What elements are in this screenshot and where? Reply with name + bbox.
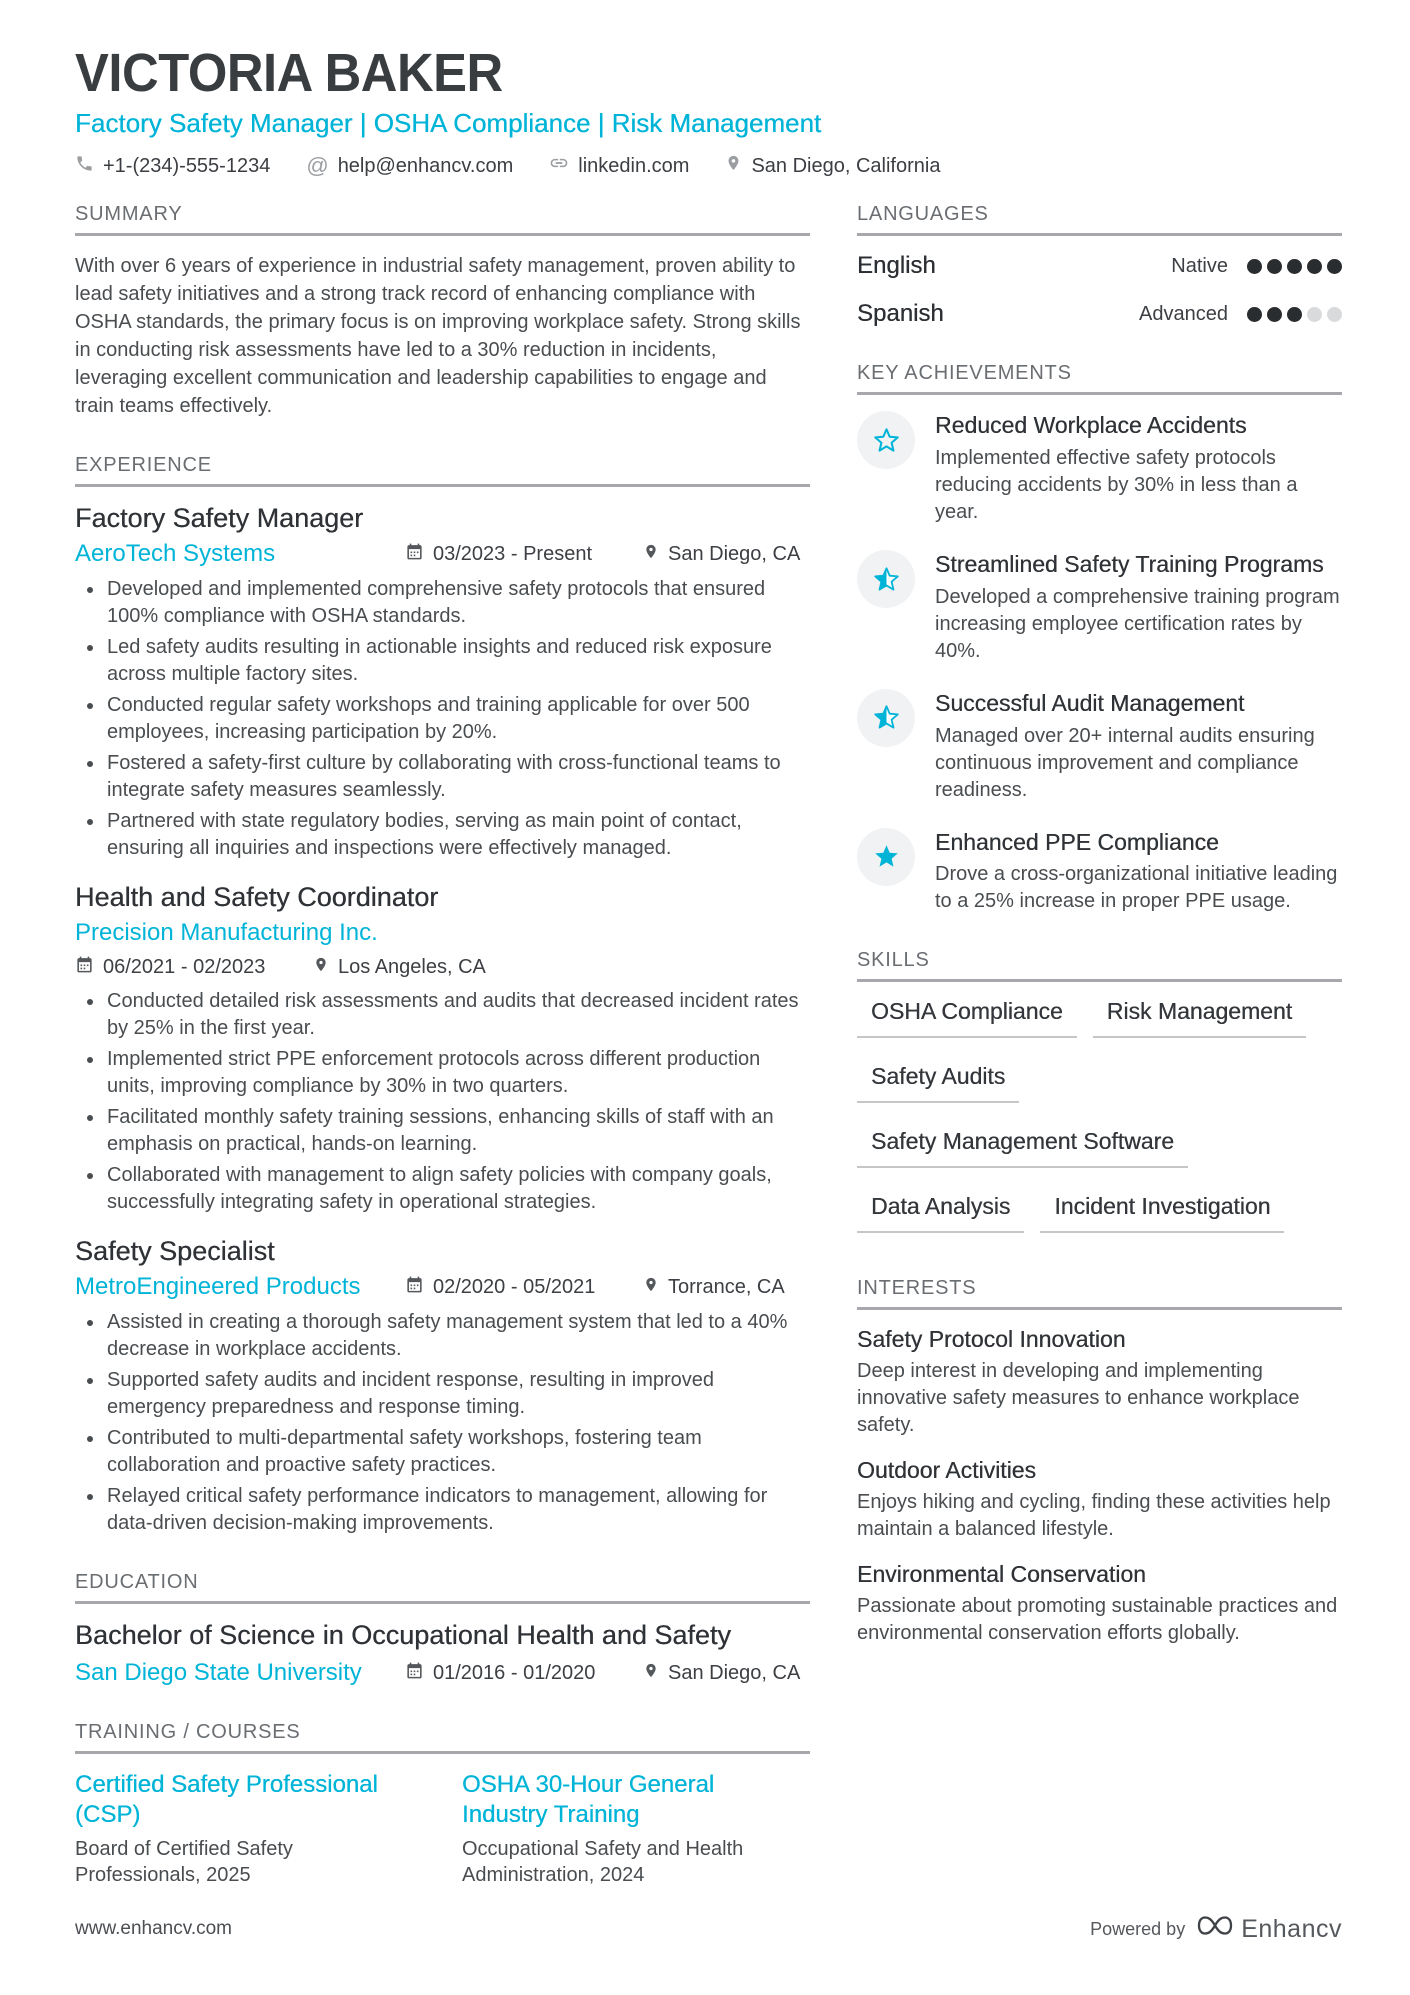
bullet-item: • Conducted detailed risk assessments and audits that decreased incident rates by 25% in the first year.: [105, 988, 810, 1042]
course-entry: [75, 1770, 422, 1888]
enhancv-brand[interactable]: [1197, 1913, 1342, 1945]
course-entry: [462, 1770, 774, 1888]
achievement-title: Successful Audit Management: [935, 689, 1245, 716]
bullet-item: • Developed and implemented comprehensive safety protocols that ensured 100% compliance with OSHA standards.: [105, 576, 810, 630]
interest-item: [857, 1457, 1342, 1543]
achievements-section: [857, 362, 1342, 915]
contact-row: [75, 153, 1342, 179]
education-section: [75, 1571, 810, 1687]
achievement-item: [857, 550, 1342, 665]
location-pin-icon: [643, 1275, 659, 1300]
skills-section: [857, 949, 1342, 1233]
job-bullet-list: [75, 576, 810, 862]
location-pin-icon: [643, 542, 659, 567]
skill-item: Safety Audits: [857, 1063, 1019, 1103]
job-entry: [75, 503, 810, 862]
job-location: Los Angeles, CA: [313, 955, 486, 980]
left-column: [75, 203, 810, 1922]
achievement-title: Reduced Workplace Accidents: [935, 412, 1247, 439]
job-entry: [75, 882, 810, 1216]
interest-item: [857, 1561, 1342, 1647]
language-row: [857, 300, 1342, 328]
bullet-item: • Supported safety audits and incident response, resulting in improved emergency preparedness and response timing.: [105, 1367, 810, 1421]
education-meta-row: [75, 1659, 810, 1687]
at-icon: @: [306, 153, 329, 179]
summary-text: With over 6 years of experience in industrial safety management, proven ability to lead safety initiatives and a strong track record of enhancing compliance with OSHA standards, the primary focus is on improving workplace safety. Strong skills in conducting risk assessments have led to a 30% reduction in incidents, leveraging excellent communication and leadership capabilities to engage and train teams effectively.: [75, 255, 801, 418]
enhancv-logo-icon: [1197, 1913, 1233, 1945]
email-address[interactable]: help@enhancv.com: [337, 154, 514, 177]
education-location: San Diego, CA: [643, 1661, 800, 1686]
skill-item: Incident Investigation: [1040, 1193, 1284, 1233]
job-meta-row: [75, 1273, 810, 1301]
right-column: [857, 203, 1342, 1922]
bullet-item: • Contributed to multi-departmental safety workshops, fostering team collaboration and proactive safety practices.: [105, 1425, 810, 1479]
powered-by-label: Powered by: [1090, 1918, 1186, 1939]
bullet-item: • Facilitated monthly safety training sessions, enhancing skills of staff with an emphasis on practical, hands-on learning.: [105, 1104, 810, 1158]
job-meta-row: [75, 540, 810, 568]
skill-item: Risk Management: [1093, 998, 1306, 1038]
phone-icon: [75, 154, 94, 179]
experience-section: [75, 454, 810, 1537]
phone-contact: [75, 154, 270, 179]
job-dates: 06/2021 - 02/2023: [75, 955, 313, 980]
summary-heading: SUMMARY: [75, 203, 810, 236]
job-bullet-list: [75, 1309, 810, 1537]
education-heading: EDUCATION: [75, 1571, 810, 1604]
star-outline-icon: [857, 411, 915, 469]
linkedin-url[interactable]: linkedin.com: [578, 154, 690, 177]
job-title: Factory Safety Manager: [75, 503, 364, 534]
email-contact[interactable]: [306, 155, 513, 178]
proficiency-dots: [1242, 259, 1342, 274]
job-title: Safety Specialist: [75, 1236, 275, 1267]
calendar-icon: [75, 955, 94, 980]
proficiency-dots: [1242, 307, 1342, 322]
skill-item: Data Analysis: [857, 1193, 1024, 1233]
achievement-title: Enhanced PPE Compliance: [935, 828, 1219, 855]
skill-item: OSHA Compliance: [857, 998, 1077, 1038]
company-name: AeroTech Systems: [75, 540, 276, 568]
bullet-item: • Assisted in creating a thorough safety management system that led to a 40% decrease in workplace accidents.: [105, 1309, 810, 1363]
language-row: [857, 252, 1342, 280]
candidate-headline: Factory Safety Manager | OSHA Compliance | Risk Management: [75, 108, 822, 139]
candidate-name: VICTORIA BAKER: [75, 43, 503, 103]
course-title: OSHA 30-Hour General Industry Training: [462, 1771, 715, 1829]
star-half-icon: [857, 550, 915, 608]
job-bullet-list: [75, 988, 810, 1216]
summary-section: [75, 203, 810, 420]
job-entry: [75, 1236, 810, 1537]
location-pin-icon: [643, 1661, 659, 1686]
location-text: San Diego, California: [751, 154, 941, 177]
achievement-text: Developed a comprehensive training program increasing employee certification rates by 40%.: [935, 585, 1340, 662]
page-footer: [75, 1913, 1342, 1945]
education-dates: 01/2016 - 01/2020: [405, 1661, 643, 1686]
resume-header: [75, 44, 1342, 179]
bullet-item: • Collaborated with management to align safety policies with company goals, successfully integrating safety in operational strategies.: [105, 1162, 810, 1216]
website-link[interactable]: www.enhancv.com: [75, 1918, 232, 1939]
linkedin-contact[interactable]: [549, 153, 689, 179]
interests-heading: INTERESTS: [857, 1277, 1342, 1310]
job-location: Torrance, CA: [643, 1275, 785, 1300]
experience-heading: EXPERIENCE: [75, 454, 810, 487]
link-icon: [549, 153, 569, 179]
job-meta-row: [75, 955, 810, 980]
job-title: Health and Safety Coordinator: [75, 882, 439, 913]
interest-title: Environmental Conservation: [857, 1561, 1146, 1588]
calendar-icon: [405, 1275, 424, 1300]
achievements-heading: KEY ACHIEVEMENTS: [857, 362, 1342, 395]
course-org: Occupational Safety and Health Administration, 2024: [462, 1838, 744, 1887]
interest-title: Safety Protocol Innovation: [857, 1326, 1126, 1353]
location-pin-icon: [313, 955, 329, 980]
training-heading: TRAINING / COURSES: [75, 1721, 810, 1754]
languages-heading: LANGUAGES: [857, 203, 1342, 236]
bullet-item: • Implemented strict PPE enforcement protocols across different production units, improving compliance by 30% in two quarters.: [105, 1046, 810, 1100]
calendar-icon: [405, 542, 424, 567]
achievement-text: Implemented effective safety protocols reducing accidents by 30% in less than a year.: [935, 447, 1298, 524]
achievement-text: Drove a cross-organizational initiative leading to a 25% increase in proper PPE usage.: [935, 863, 1338, 913]
achievement-item: [857, 689, 1342, 804]
interest-item: [857, 1326, 1342, 1439]
interests-section: [857, 1277, 1342, 1647]
skills-heading: SKILLS: [857, 949, 1342, 982]
bullet-item: • Relayed critical safety performance indicators to management, allowing for data-driven decision-making improvements.: [105, 1483, 810, 1537]
skill-item: Safety Management Software: [857, 1128, 1188, 1168]
interest-title: Outdoor Activities: [857, 1457, 1036, 1484]
languages-section: [857, 203, 1342, 328]
language-name: Spanish: [857, 300, 944, 328]
powered-by: [1090, 1913, 1342, 1945]
language-name: English: [857, 252, 936, 280]
interest-text: Deep interest in developing and implementing innovative safety measures to enhance workplace safety.: [857, 1360, 1300, 1437]
job-location: San Diego, CA: [643, 542, 800, 567]
achievement-item: [857, 828, 1342, 916]
course-org: Board of Certified Safety Professionals, 2025: [75, 1838, 293, 1887]
calendar-icon: [405, 1661, 424, 1686]
bullet-item: • Fostered a safety-first culture by collaborating with cross-functional teams to integrate safety measures seamlessly.: [105, 750, 810, 804]
company-name: MetroEngineered Products: [75, 1273, 361, 1301]
language-level: Advanced: [1139, 302, 1228, 325]
bullet-item: • Led safety audits resulting in actionable insights and reduced risk exposure across multiple factory sites.: [105, 634, 810, 688]
location-contact: [725, 153, 940, 179]
language-level: Native: [1171, 254, 1228, 277]
achievement-text: Managed over 20+ internal audits ensuring continuous improvement and compliance readiness.: [935, 724, 1315, 801]
job-dates: 03/2023 - Present: [405, 542, 643, 567]
phone-number: +1-(234)-555-1234: [103, 154, 271, 177]
interest-text: Passionate about promoting sustainable practices and environmental conservation efforts globally.: [857, 1595, 1338, 1645]
company-name: Precision Manufacturing Inc.: [75, 919, 378, 947]
training-section: [75, 1721, 810, 1888]
achievement-title: Streamlined Safety Training Programs: [935, 551, 1324, 578]
degree-title: Bachelor of Science in Occupational Health and Safety: [75, 1620, 731, 1651]
course-title: Certified Safety Professional (CSP): [75, 1771, 378, 1829]
star-filled-icon: [857, 828, 915, 886]
school-name: San Diego State University: [75, 1659, 362, 1687]
location-pin-icon: [725, 153, 742, 179]
star-half-icon: [857, 689, 915, 747]
bullet-item: • Conducted regular safety workshops and training applicable for over 500 employees, increasing participation by 20%.: [105, 692, 810, 746]
bullet-item: • Partnered with state regulatory bodies, serving as main point of contact, ensuring all inquiries and inspections were effectively managed.: [105, 808, 810, 862]
enhancv-brand-name: Enhancv: [1241, 1914, 1342, 1943]
interest-text: Enjoys hiking and cycling, finding these activities help maintain a balanced lifestyle.: [857, 1491, 1331, 1541]
job-dates: 02/2020 - 05/2021: [405, 1275, 643, 1300]
achievement-item: [857, 411, 1342, 526]
